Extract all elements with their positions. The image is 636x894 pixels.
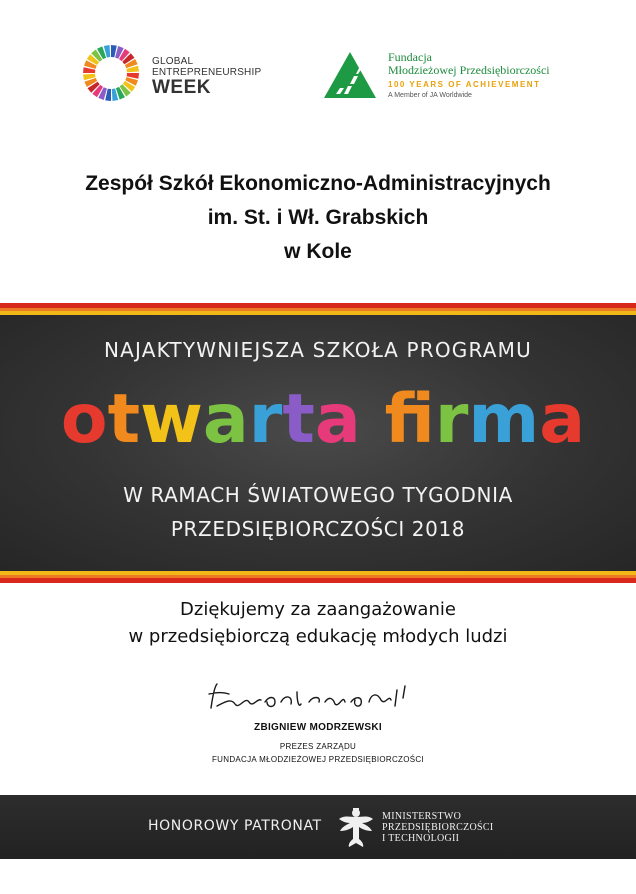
school-name (0, 167, 636, 269)
fmp-line-fundacja: Fundacja (388, 50, 432, 64)
title-letter: a (539, 380, 586, 459)
title-letter: t (282, 380, 315, 459)
program-title-text (61, 380, 585, 459)
gew-ring-icon (82, 44, 140, 102)
title-letter: o (60, 380, 108, 459)
title-letter: w (140, 380, 203, 459)
fmp-line-years: 100 YEARS OF ACHIEVEMENT (388, 80, 541, 89)
signer-role: PREZES ZARZĄDU (279, 742, 357, 751)
program-title (58, 380, 588, 460)
school-line-2: im. St. i Wł. Grabskich (207, 206, 429, 229)
signer-name: ZBIGNIEW MODRZEWSKI (254, 722, 382, 733)
title-letter: f (384, 380, 435, 459)
ministry-name (382, 811, 494, 844)
honorowy-patronat: HONOROWY PATRONAT (148, 818, 322, 834)
thanks-line-1: Dziękujemy za zaangażowanie (180, 599, 456, 620)
board-heading: NAJAKTYWNIEJSZA SZKOŁA PROGRAMU (104, 338, 532, 362)
signer-org: FUNDACJA MŁODZIEŻOWEJ PRZEDSIĘBIORCZOŚCI (211, 755, 424, 764)
thanks-line-2: w przedsiębiorczą edukację młodych ludzi (128, 626, 508, 647)
fmp-line-name: Młodzieżowej Przedsiębiorczości (388, 63, 550, 77)
school-line-3: w Kole (284, 240, 352, 263)
school-line-1: Zespół Szkół Ekonomiczno-Administracyjnych (85, 172, 551, 195)
title-letter: a (202, 380, 249, 459)
title-letter (361, 380, 385, 459)
gew-line-entrepreneurship: ENTREPRENEURSHIP (152, 67, 262, 78)
fmp-logo (322, 50, 572, 110)
eagle-emblem-icon (336, 805, 376, 849)
board-sub-line-1: W RAMACH ŚWIATOWEGO TYGODNIA (123, 483, 513, 507)
signature-text: Modrzewski (205, 672, 211, 673)
title-letter: a (314, 380, 361, 459)
title-letter: r (248, 380, 283, 459)
gew-logo (82, 44, 272, 114)
ministry-line-3: I TECHNOLOGII (382, 833, 460, 844)
gew-line-week: WEEK (152, 77, 211, 98)
fmp-triangle-icon (322, 50, 378, 100)
board-subtitle (0, 478, 636, 546)
signature (205, 672, 435, 720)
bottom-stripe-red (0, 578, 636, 583)
title-letter: m (468, 380, 540, 459)
thanks-text (0, 596, 636, 650)
board-sub-line-2: PRZEDSIĘBIORCZOŚCI 2018 (170, 517, 466, 541)
ministry-line-1: MINISTERSTWO (382, 811, 462, 822)
ministry-line-2: PRZEDSIĘBIORCZOŚCI (382, 822, 494, 833)
title-letter: r (434, 380, 469, 459)
title-letter: t (107, 380, 141, 459)
fmp-line-member: A Member of JA Worldwide (388, 92, 472, 99)
gew-line-global: GLOBAL (152, 56, 194, 67)
